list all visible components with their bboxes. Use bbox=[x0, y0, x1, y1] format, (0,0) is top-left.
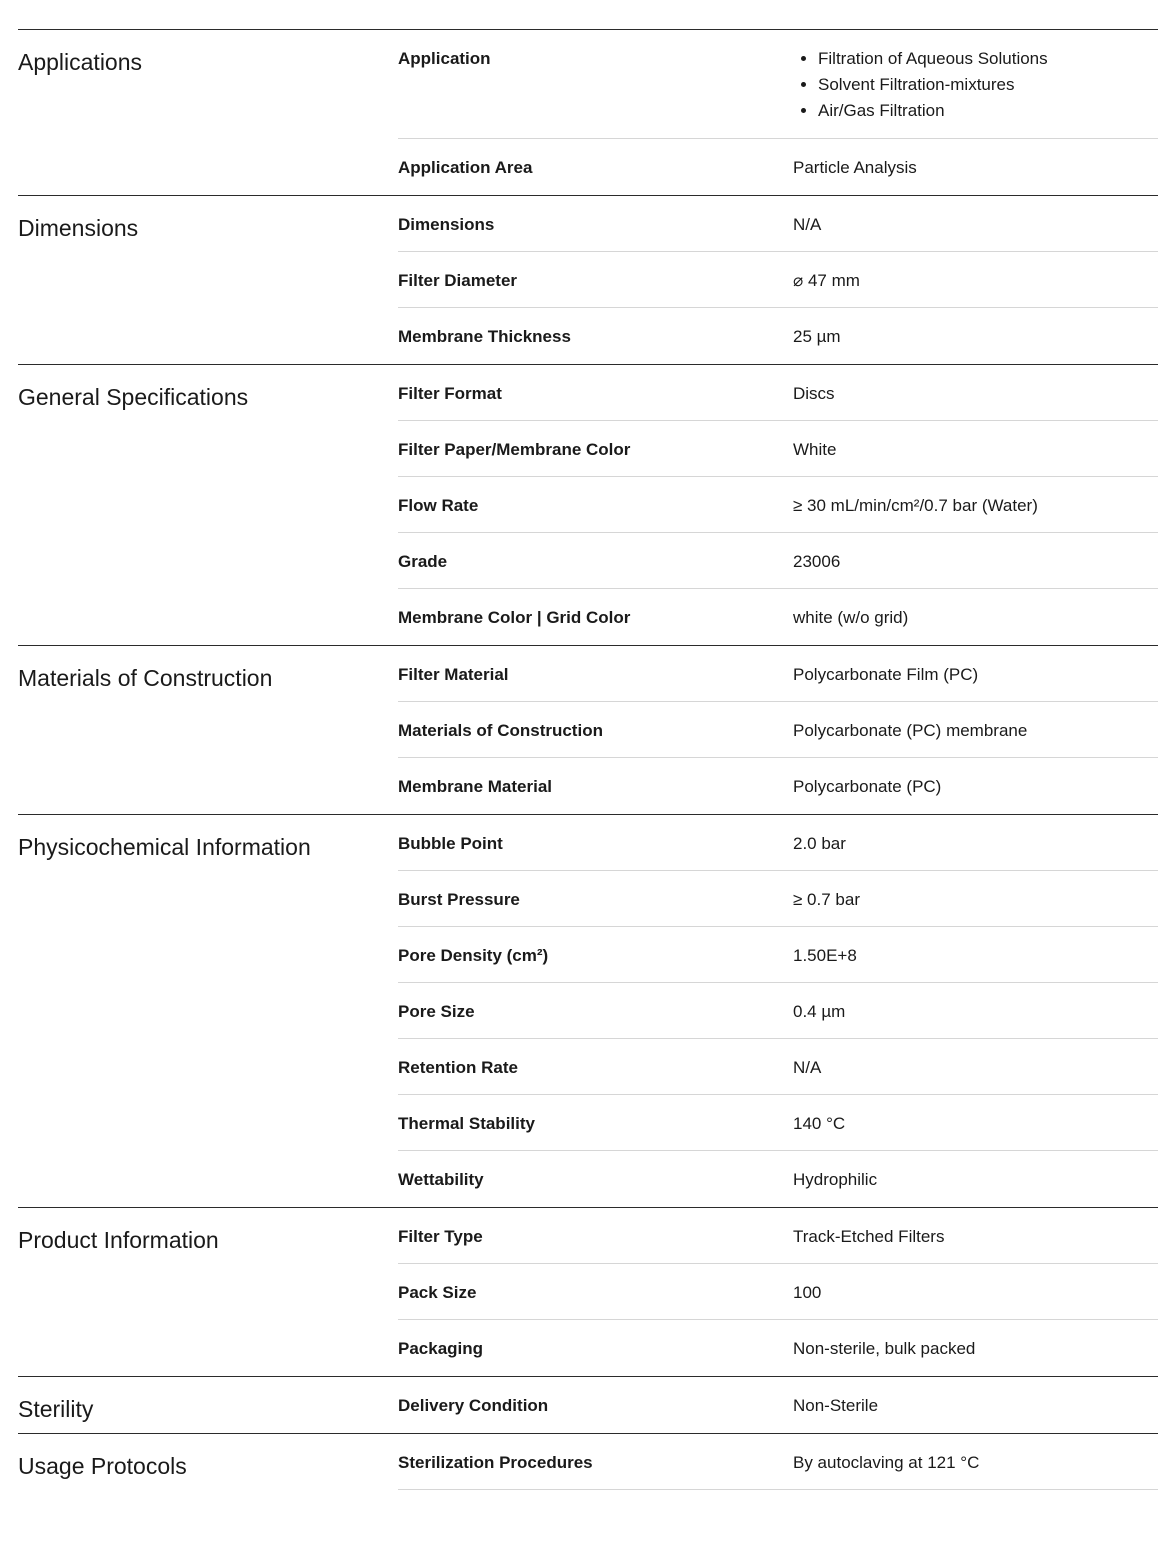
spec-rows bbox=[398, 815, 1158, 1207]
spec-label: Bubble Point bbox=[398, 834, 503, 853]
spec-section bbox=[18, 645, 1158, 814]
spec-label: Packaging bbox=[398, 1339, 484, 1358]
spec-row bbox=[398, 1039, 1158, 1095]
spec-value: Track-Etched Filters bbox=[793, 1227, 945, 1246]
spec-value: Polycarbonate (PC) bbox=[793, 777, 942, 796]
spec-row bbox=[398, 308, 1158, 364]
spec-row bbox=[398, 1151, 1158, 1207]
spec-section bbox=[18, 814, 1158, 1207]
spec-value: 1.50E+8 bbox=[793, 946, 857, 965]
spec-value: Polycarbonate (PC) membrane bbox=[793, 721, 1028, 740]
spec-value: By autoclaving at 121 °C bbox=[793, 1453, 980, 1472]
section-title: Physicochemical Information bbox=[18, 834, 311, 860]
spec-value: ≥ 30 mL/min/cm²/0.7 bar (Water) bbox=[793, 496, 1038, 515]
spec-row bbox=[398, 646, 1158, 702]
spec-row bbox=[398, 1377, 1158, 1433]
spec-value: 2.0 bar bbox=[793, 834, 846, 853]
spec-row bbox=[398, 589, 1158, 645]
spec-section bbox=[18, 1376, 1158, 1433]
spec-label: Pore Density (cm²) bbox=[398, 946, 549, 965]
spec-rows bbox=[398, 365, 1158, 645]
specifications-table bbox=[18, 29, 1158, 1490]
value-bullet-item: • Filtration of Aqueous Solutions bbox=[818, 46, 1158, 72]
section-title: Product Information bbox=[18, 1227, 219, 1253]
spec-value: Particle Analysis bbox=[793, 158, 917, 177]
spec-label: Wettability bbox=[398, 1170, 484, 1189]
spec-value: white (w/o grid) bbox=[793, 608, 909, 627]
spec-label: Delivery Condition bbox=[398, 1396, 549, 1415]
spec-value: ⌀ 47 mm bbox=[793, 271, 860, 290]
spec-label: Membrane Color | Grid Color bbox=[398, 608, 631, 627]
spec-label: Retention Rate bbox=[398, 1058, 518, 1077]
spec-label: Membrane Material bbox=[398, 777, 552, 796]
section-title: Usage Protocols bbox=[18, 1453, 187, 1479]
spec-value: Polycarbonate Film (PC) bbox=[793, 665, 979, 684]
value-bullet-item: • Solvent Filtration-mixtures bbox=[818, 72, 1158, 98]
spec-value: Discs bbox=[793, 384, 835, 403]
spec-row bbox=[398, 196, 1158, 252]
spec-label: Filter Diameter bbox=[398, 271, 518, 290]
spec-rows bbox=[398, 1208, 1158, 1376]
spec-value bbox=[793, 30, 1158, 138]
spec-label: Pore Size bbox=[398, 1002, 475, 1021]
spec-section bbox=[18, 1207, 1158, 1376]
spec-value: White bbox=[793, 440, 837, 459]
spec-label: Membrane Thickness bbox=[398, 327, 571, 346]
spec-row bbox=[398, 927, 1158, 983]
spec-value: 25 µm bbox=[793, 327, 841, 346]
spec-value: N/A bbox=[793, 1058, 822, 1077]
spec-row bbox=[398, 477, 1158, 533]
section-title: Materials of Construction bbox=[18, 665, 273, 691]
spec-label: Thermal Stability bbox=[398, 1114, 535, 1133]
value-bullet-list bbox=[793, 46, 1158, 124]
spec-value: ≥ 0.7 bar bbox=[793, 890, 860, 909]
spec-label: Sterilization Procedures bbox=[398, 1453, 593, 1472]
spec-section bbox=[18, 1433, 1158, 1490]
spec-rows bbox=[398, 1434, 1158, 1490]
spec-label: Filter Type bbox=[398, 1227, 483, 1246]
spec-value: Hydrophilic bbox=[793, 1170, 878, 1189]
spec-value: Non-sterile, bulk packed bbox=[793, 1339, 976, 1358]
spec-rows bbox=[398, 30, 1158, 195]
spec-rows bbox=[398, 1377, 1158, 1433]
spec-label: Flow Rate bbox=[398, 496, 479, 515]
spec-row bbox=[398, 533, 1158, 589]
spec-label: Filter Material bbox=[398, 665, 509, 684]
spec-row bbox=[398, 983, 1158, 1039]
spec-label: Pack Size bbox=[398, 1283, 477, 1302]
spec-row bbox=[398, 1208, 1158, 1264]
spec-label: Filter Paper/Membrane Color bbox=[398, 440, 631, 459]
spec-row bbox=[398, 1434, 1158, 1490]
spec-value: 140 °C bbox=[793, 1114, 846, 1133]
spec-label: Application bbox=[398, 49, 491, 68]
spec-label: Grade bbox=[398, 552, 448, 571]
value-bullet-item: • Air/Gas Filtration bbox=[818, 98, 1158, 124]
spec-section bbox=[18, 364, 1158, 645]
spec-value: N/A bbox=[793, 215, 822, 234]
spec-row bbox=[398, 702, 1158, 758]
spec-row bbox=[398, 365, 1158, 421]
spec-label: Burst Pressure bbox=[398, 890, 520, 909]
spec-section bbox=[18, 29, 1158, 195]
spec-section bbox=[18, 195, 1158, 364]
spec-value: 100 bbox=[793, 1283, 822, 1302]
spec-row bbox=[398, 1095, 1158, 1151]
section-title: Sterility bbox=[18, 1396, 94, 1422]
spec-label: Filter Format bbox=[398, 384, 502, 403]
spec-value: 23006 bbox=[793, 552, 841, 571]
spec-row bbox=[398, 139, 1158, 195]
spec-row bbox=[398, 1320, 1158, 1376]
spec-value: 0.4 µm bbox=[793, 1002, 846, 1021]
spec-label: Dimensions bbox=[398, 215, 495, 234]
spec-row bbox=[398, 1264, 1158, 1320]
spec-rows bbox=[398, 196, 1158, 364]
section-title: General Specifications bbox=[18, 384, 249, 410]
spec-row bbox=[398, 871, 1158, 927]
spec-row bbox=[398, 421, 1158, 477]
spec-rows bbox=[398, 646, 1158, 814]
section-title: Dimensions bbox=[18, 215, 139, 241]
spec-row bbox=[398, 815, 1158, 871]
spec-row bbox=[398, 252, 1158, 308]
spec-label: Materials of Construction bbox=[398, 721, 603, 740]
section-title: Applications bbox=[18, 49, 143, 75]
spec-row bbox=[398, 758, 1158, 814]
spec-row bbox=[398, 30, 1158, 139]
spec-label: Application Area bbox=[398, 158, 533, 177]
spec-value: Non-Sterile bbox=[793, 1396, 879, 1415]
